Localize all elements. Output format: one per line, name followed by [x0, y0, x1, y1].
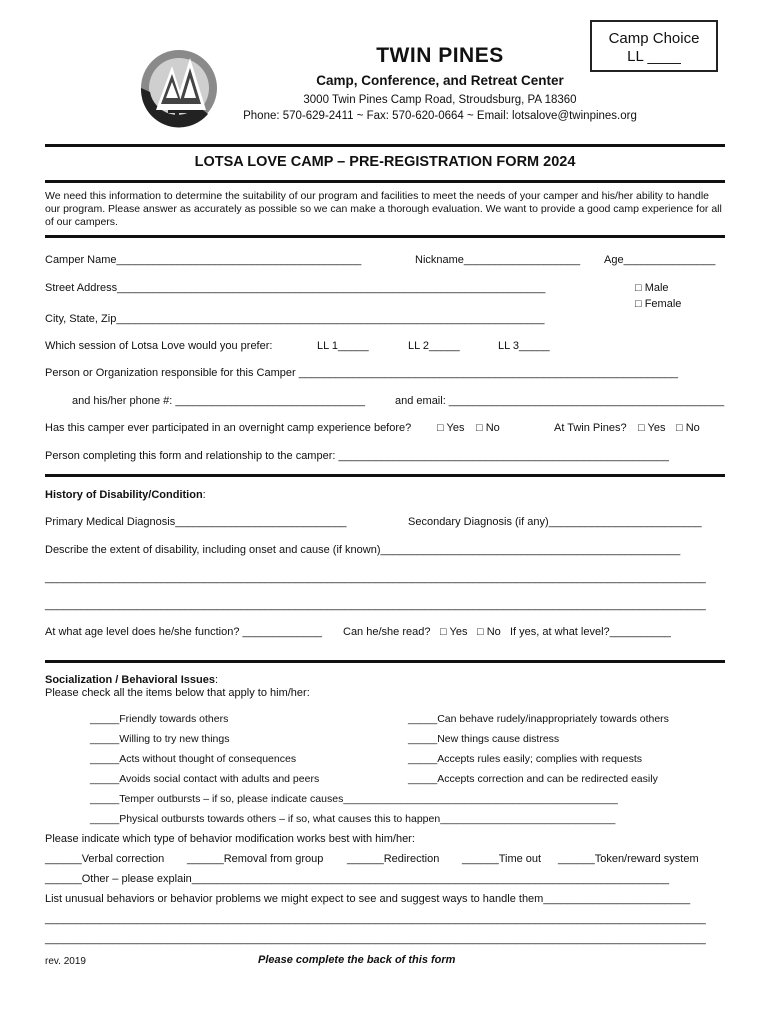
- person-completing-field[interactable]: Person completing this form and relationship to the camper: ______________________________________________________: [45, 450, 669, 462]
- mod-option-redirection[interactable]: ______Redirection: [347, 853, 440, 865]
- unusual-behaviors-field[interactable]: List unusual behaviors or behavior problems we might expect to see and suggest ways to handle them________________________: [45, 893, 691, 905]
- title-rule: [45, 180, 725, 183]
- overnight-yes-checkbox[interactable]: □ Yes: [437, 422, 465, 434]
- intro-rule: [45, 235, 725, 238]
- mod-option-token-reward[interactable]: ______Token/reward system: [558, 853, 699, 865]
- read-no-checkbox[interactable]: □ No: [477, 626, 501, 638]
- read-level-field[interactable]: If yes, at what level?__________: [510, 626, 671, 638]
- social-item-accepts-correction[interactable]: _____Accepts correction and can be redirected easily: [408, 773, 658, 785]
- city-state-zip-field[interactable]: City, State, Zip______________________________________________________________________: [45, 313, 545, 325]
- social-item-accepts-rules[interactable]: _____Accepts rules easily; complies with requests: [408, 753, 643, 765]
- read-yes-checkbox[interactable]: □ Yes: [440, 626, 468, 638]
- social-item-avoids-contact[interactable]: _____Avoids social contact with adults and peers: [90, 773, 320, 785]
- secondary-diagnosis-field[interactable]: Secondary Diagnosis (if any)_________________________: [408, 516, 702, 528]
- social-item-acts-without-thought[interactable]: _____Acts without thought of consequences: [90, 753, 297, 765]
- social-item-friendly[interactable]: _____Friendly towards others: [90, 713, 229, 725]
- describe-disability-field[interactable]: Describe the extent of disability, including onset and cause (if known)_________________________________________________: [45, 544, 681, 556]
- back-of-form-note: Please complete the back of this form: [258, 954, 456, 966]
- history-heading: [45, 489, 206, 501]
- session-ll1[interactable]: LL 1_____: [317, 340, 369, 352]
- female-checkbox[interactable]: □ Female: [635, 298, 682, 310]
- camper-name-field[interactable]: Camper Name________________________________________: [45, 254, 362, 266]
- overnight-question: Has this camper ever participated in an overnight camp experience before?: [45, 422, 412, 434]
- phone-field[interactable]: and his/her phone #: _______________________________: [72, 395, 366, 407]
- primary-diagnosis-field[interactable]: Primary Medical Diagnosis____________________________: [45, 516, 347, 528]
- male-checkbox[interactable]: □ Male: [635, 282, 669, 294]
- session-ll2[interactable]: LL 2_____: [408, 340, 460, 352]
- intro-text: We need this information to determine the suitability of our program and facilities to meet the needs of your camper and his/her ability to handle our program. Please answer as accurately as possible so we can make a thorough evaluation. We want to provide a good camp experience for all of our campers.: [45, 190, 722, 228]
- read-question: Can he/she read?: [343, 626, 431, 638]
- session-ll3[interactable]: LL 3_____: [498, 340, 550, 352]
- org-address: 3000 Twin Pines Camp Road, Stroudsburg, PA 18360: [303, 94, 577, 106]
- modification-question: Please indicate which type of behavior modification works best with him/her:: [45, 833, 415, 845]
- org-subtitle: Camp, Conference, and Retreat Center: [316, 73, 564, 88]
- twin-pines-no-checkbox[interactable]: □ No: [676, 422, 700, 434]
- unusual-line-2[interactable]: ____________________________________________________________________________________________________________: [45, 933, 706, 945]
- mod-option-other-field[interactable]: ______Other – please explain______________________________________________________________________________: [45, 873, 669, 885]
- street-address-field[interactable]: Street Address______________________________________________________________________: [45, 282, 546, 294]
- responsible-party-field[interactable]: Person or Organization responsible for this Camper ______________________________________________________________: [45, 367, 679, 379]
- mod-option-verbal[interactable]: ______Verbal correction: [45, 853, 165, 865]
- nickname-field[interactable]: Nickname___________________: [415, 254, 581, 266]
- overnight-no-checkbox[interactable]: □ No: [476, 422, 500, 434]
- camper-rule: [45, 474, 725, 477]
- age-level-field[interactable]: At what age level does he/she function? _____________: [45, 626, 323, 638]
- social-heading-colon: :: [214, 674, 219, 686]
- camp-choice-line[interactable]: LL ____: [627, 48, 681, 65]
- camp-choice-label: Camp Choice: [608, 30, 700, 47]
- social-heading: [45, 674, 218, 686]
- unusual-line-1[interactable]: ____________________________________________________________________________________________________________: [45, 913, 706, 925]
- form-title: LOTSA LOVE CAMP – PRE-REGISTRATION FORM 2024: [194, 154, 576, 170]
- social-instruction: Please check all the items below that apply to him/her:: [45, 687, 310, 699]
- revision-note: rev. 2019: [45, 956, 86, 967]
- twin-pines-yes-checkbox[interactable]: □ Yes: [638, 422, 666, 434]
- camp-choice-box: [590, 20, 718, 72]
- org-contact: Phone: 570-629-2411 ~ Fax: 570-620-0664 ~ Email: lotsalove@twinpines.org: [243, 110, 637, 122]
- mod-option-removal[interactable]: ______Removal from group: [187, 853, 324, 865]
- social-item-temper-outbursts[interactable]: _____Temper outbursts – if so, please indicate causes_______________________________________________: [90, 793, 618, 805]
- social-item-physical-outbursts[interactable]: _____Physical outbursts towards others – if so, what causes this to happen______________________________: [90, 813, 616, 825]
- history-heading-text: History of Disability/Condition: [45, 489, 203, 501]
- history-rule: [45, 660, 725, 663]
- email-field[interactable]: and email: _____________________________________________: [395, 395, 725, 407]
- age-field[interactable]: Age_______________: [604, 254, 716, 266]
- social-item-new-things-distress[interactable]: _____New things cause distress: [408, 733, 560, 745]
- org-name: TWIN PINES: [376, 44, 504, 67]
- describe-line-2[interactable]: ____________________________________________________________________________________________________________: [45, 599, 706, 611]
- social-item-willing[interactable]: _____Willing to try new things: [90, 733, 230, 745]
- social-heading-text: Socialization / Behavioral Issues: [45, 674, 215, 686]
- session-question: Which session of Lotsa Love would you prefer:: [45, 340, 273, 352]
- describe-line-1[interactable]: ____________________________________________________________________________________________________________: [45, 572, 706, 584]
- social-item-behave-rudely[interactable]: _____Can behave rudely/inappropriately towards others: [408, 713, 669, 725]
- history-heading-colon: :: [202, 489, 206, 501]
- mod-option-time-out[interactable]: ______Time out: [462, 853, 542, 865]
- header-rule: [45, 144, 725, 147]
- twin-pines-question: At Twin Pines?: [554, 422, 627, 434]
